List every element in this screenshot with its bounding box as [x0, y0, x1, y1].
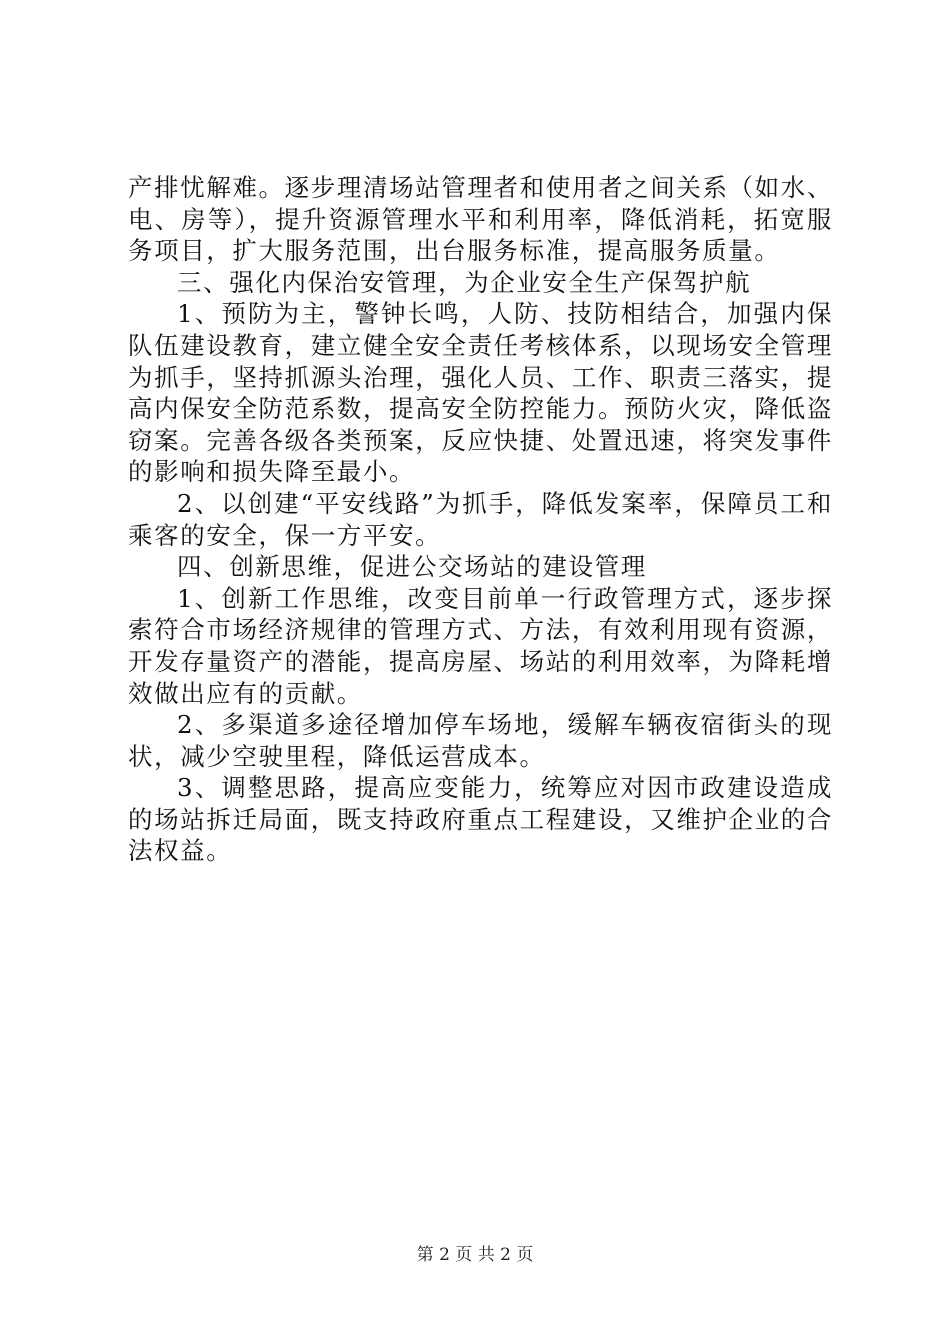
paragraph-4-3: 3、调整思路，提高应变能力，统筹应对因市政建设造成的场站拆迁局面，既支持政府重点工程建设，又维护企业的合法权益。: [128, 773, 833, 866]
paragraph-4-1: 1、创新工作思维，改变目前单一行政管理方式，逐步探索符合市场经济规律的管理方式、方法，有效利用现有资源，开发存量资产的潜能，提高房屋、场站的利用效率，为降耗增效做出应有的贡献。: [128, 583, 833, 708]
paragraph-4-2: 2、多渠道多途径增加停车场地，缓解车辆夜宿街头的现状，减少空驶里程，降低运营成本。: [128, 710, 833, 771]
section-heading-4: 四、创新思维，促进公交场站的建设管理: [177, 552, 647, 582]
page-footer: 第 2 页 共 2 页: [416, 1245, 534, 1265]
paragraph-1: 产排忧解难。逐步理清场站管理者和使用者之间关系（如水、电、房等），提升资源管理水平和利用率，降低消耗，拓宽服务项目，扩大服务范围，出台服务标准，提高服务质量。: [128, 173, 833, 266]
document-body: [128, 172, 833, 867]
section-heading-3: 三、强化内保治安管理，为企业安全生产保驾护航: [177, 267, 752, 297]
paragraph-3-2: 2、以创建“平安线路”为抓手，降低发案率，保障员工和乘客的安全，保一方平安。: [128, 488, 833, 550]
paragraph-3-1: 1、预防为主，警钟长鸣，人防、技防相结合，加强内保队伍建设教育，建立健全安全责任考核体系，以现场安全管理为抓手，坚持抓源头治理，强化人员、工作、职责三落实，提高内保安全防范系数，提高安全防控能力。预防火灾，降低盗窃案。完善各级各类预案，反应快捷、处置迅速，将突发事件的影响和损失降至最小。: [128, 299, 833, 487]
